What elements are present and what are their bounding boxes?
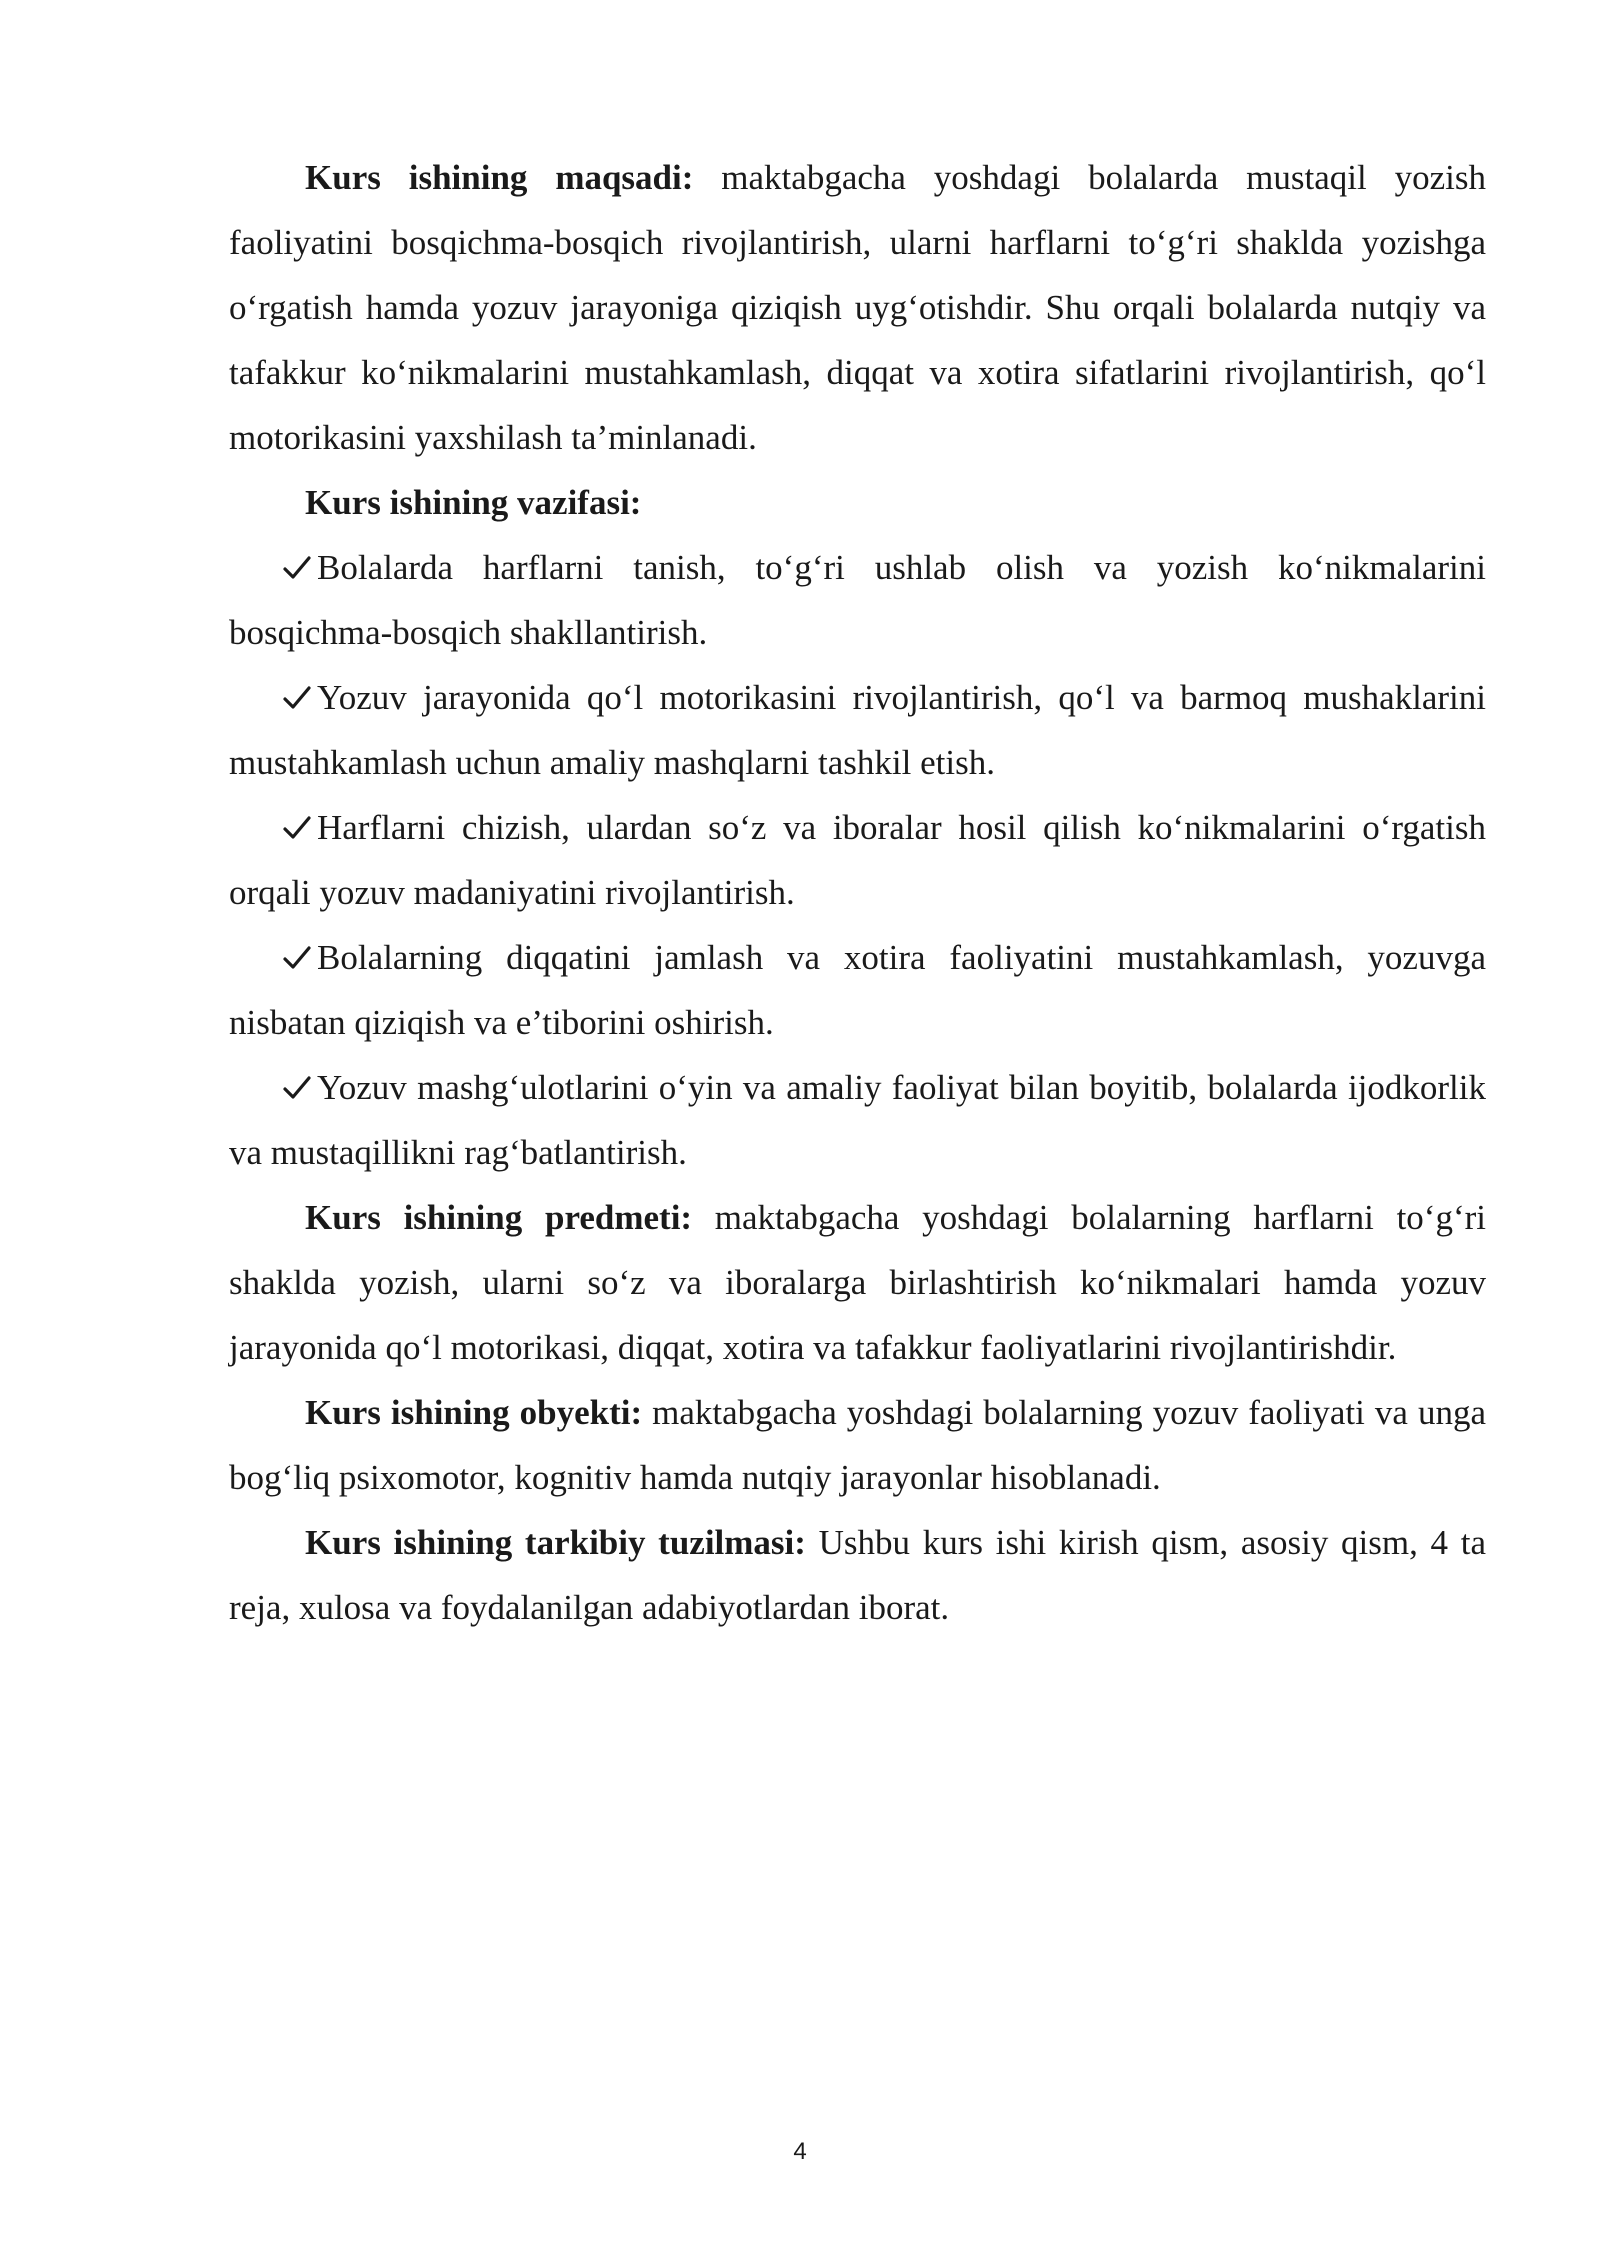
- structure-text: Ushbu kurs ishi kirish qism, asosiy qism, 4 ta reja, xulosa va foydalanilgan adabiyotlardan iborat.: [229, 1523, 1486, 1627]
- tasks-heading-paragraph: [229, 470, 1486, 535]
- object-label: Kurs ishining obyekti:: [305, 1393, 643, 1432]
- task-item: [229, 925, 1486, 1055]
- checkmark-icon: [283, 1055, 317, 1120]
- checkmark-icon: [283, 535, 317, 600]
- structure-paragraph: [229, 1510, 1486, 1640]
- goal-text: maktabgacha yoshdagi bolalarda mustaqil yozish faoliyatini bosqichma-bosqich rivojlantirish, ularni harflarni to‘g‘ri shaklda yozishga o‘rgatish hamda yozuv jarayoniga qiziqish uyg‘otishdir. Shu orqali bolalarda nutqiy va tafakkur ko‘nikmalarini mustahkamlash, diqqat va xotira sifatlarini rivojlantirish, qo‘l motorikasini yaxshilash ta’minlanadi.: [229, 158, 1486, 457]
- checkmark-icon: [283, 665, 317, 730]
- task-item: [229, 535, 1486, 665]
- goal-paragraph: [229, 145, 1486, 470]
- document-body: [229, 145, 1486, 1640]
- subject-text: maktabgacha yoshdagi bolalarning harflarni to‘g‘ri shaklda yozish, ularni so‘z va iboralarga birlashtirish ko‘nikmalari hamda yozuv jarayonida qo‘l motorikasi, diqqat, xotira va tafakkur faoliyatlarini rivojlantirishdir.: [229, 1198, 1486, 1367]
- task-item-text: Yozuv mashg‘ulotlarini o‘yin va amaliy faoliyat bilan boyitib, bolalarda ijodkorlik va mustaqillikni rag‘batlantirish.: [229, 1068, 1486, 1172]
- task-item-text: Bolalarda harflarni tanish, to‘g‘ri ushlab olish va yozish ko‘nikmalarini bosqichma-bosqich shakllantirish.: [229, 548, 1486, 652]
- task-item-text: Bolalarning diqqatini jamlash va xotira faoliyatini mustahkamlash, yozuvga nisbatan qiziqish va e’tiborini oshirish.: [229, 938, 1486, 1042]
- task-item: [229, 665, 1486, 795]
- object-text: maktabgacha yoshdagi bolalarning yozuv faoliyati va unga bog‘liq psixomotor, kognitiv hamda nutqiy jarayonlar hisoblanadi.: [229, 1393, 1486, 1497]
- subject-paragraph: [229, 1185, 1486, 1380]
- page-number: 4: [793, 2138, 807, 2165]
- subject-label: Kurs ishining predmeti:: [305, 1198, 693, 1237]
- task-item-text: Harflarni chizish, ulardan so‘z va iboralar hosil qilish ko‘nikmalarini o‘rgatish orqali yozuv madaniyatini rivojlantirish.: [229, 808, 1486, 912]
- task-item: [229, 1055, 1486, 1185]
- task-item: [229, 795, 1486, 925]
- checkmark-icon: [283, 795, 317, 860]
- tasks-label: Kurs ishining vazifasi:: [305, 483, 642, 522]
- object-paragraph: [229, 1380, 1486, 1510]
- task-item-text: Yozuv jarayonida qo‘l motorikasini rivojlantirish, qo‘l va barmoq mushaklarini mustahkamlash uchun amaliy mashqlarni tashkil etish.: [229, 678, 1486, 782]
- goal-label: Kurs ishining maqsadi:: [305, 158, 694, 197]
- checkmark-icon: [283, 925, 317, 990]
- structure-label: Kurs ishining tarkibiy tuzilmasi:: [305, 1523, 806, 1562]
